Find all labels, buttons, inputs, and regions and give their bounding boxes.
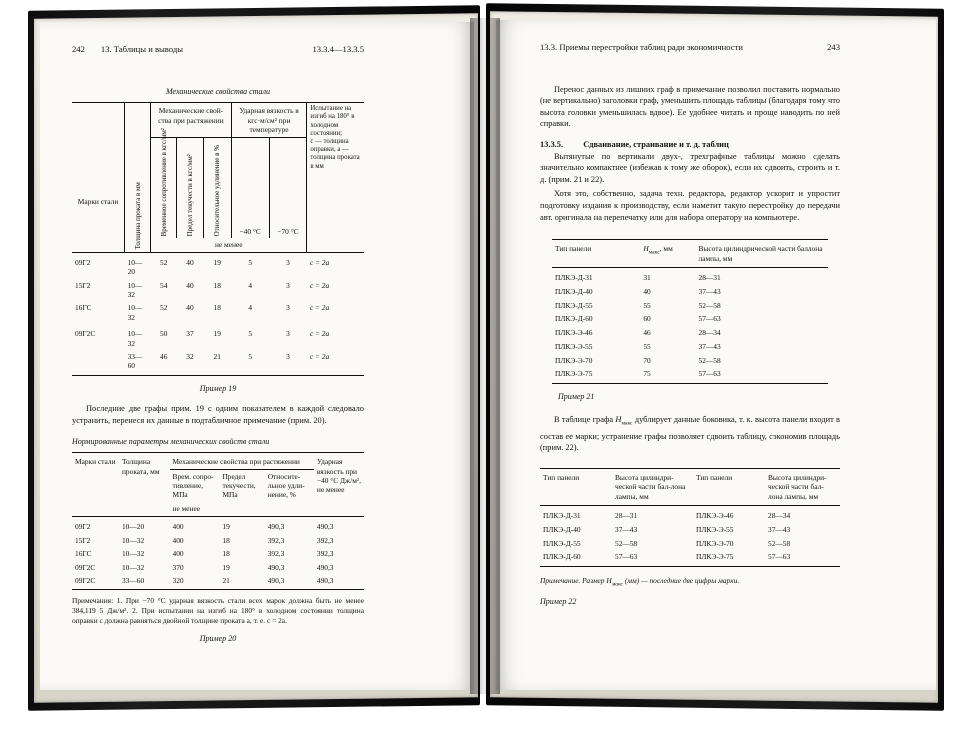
- t2-head-impact: Ударная вязкость при −40 °С Дж/м², не менее: [316, 457, 361, 495]
- t1-not-less-than: не менее: [214, 240, 243, 250]
- table1-caption: Механические свойства стали: [165, 86, 271, 96]
- t3-head-bulb-height: Высота цилиндрической части баллона лампы, мм: [698, 244, 823, 263]
- t2-col-yield: Предел текучести, МПа: [222, 471, 256, 500]
- folio-right: 243: [827, 42, 840, 52]
- t2-head-thickness: Толщина проката, мм: [121, 457, 160, 476]
- right-paragraph-1: Перенос данных из лишних граф в примечание позволил поставить нормально (не вертикально) заголовки граф, уменьшить площадь таблицы (благодаря тому что высота головки уменьшилась вдвое). Ее удобнее читать и проще наводить по ней справки.: [540, 84, 840, 129]
- left-paragraph-1: Последние две графы прим. 19 с одним показателем в каждой следовало устранить, перенеся их данные в подтабличное примечание (прим. 20).: [72, 404, 364, 426]
- section-heading-text: Сдваивание, страивание и т. д. таблиц: [583, 139, 729, 149]
- table-row: ПЛКЭ-Э-75 75 57—63: [552, 367, 828, 383]
- t2-not-less-than: не менее: [172, 503, 201, 513]
- folio-left: 242: [72, 44, 85, 54]
- t4-head-panel-type-2: Тип панели: [696, 472, 733, 482]
- right-page-text-column: [540, 42, 840, 608]
- table-row: ПЛКЭ-Э-55 55 37—43: [555, 341, 721, 351]
- t1-col-tensile-strength: Временное сопротивление в кгс/мм²: [159, 128, 168, 237]
- section-heading-number: 13.3.5.: [540, 139, 564, 149]
- t1-col-minus70: −70 °С: [277, 227, 299, 236]
- table-row: ПЛКЭ-Д-60 57—63 ПЛКЭ-Э-75 57—63: [540, 550, 840, 566]
- table1-example-label: Пример 19: [199, 383, 237, 393]
- table-row: 09Г2С 10—32 50 37 19 5 3 с = 2а: [75, 329, 330, 348]
- table-row: 09Г2С 10—32 370 19 490,3 490,3: [75, 562, 334, 572]
- table-row: ПЛКЭ-Д-55 52—58 ПЛКЭ-Э-70 52—58: [543, 538, 791, 548]
- table-row: ПЛКЭ-Д-60 60 57—63: [555, 314, 721, 324]
- table-row: 16ГС 10—32 400 18 392,3 392,3: [75, 549, 334, 559]
- t3-head-panel-type: Тип панели: [555, 244, 592, 254]
- table-row: 09Г2 10—20 52 40 19 5 3 с = 2а: [75, 257, 330, 277]
- t1-group-bend: Испытание на изгиб на 180° в холодном состоянии;: [310, 105, 355, 137]
- table-panel-heights: [552, 239, 828, 384]
- table-panel-heights-doubled: [540, 468, 840, 567]
- right-paragraph-2: Вытянутые по вертикали двух-, трехграфные таблицы можно сделать значительно компактнее (избежав к тому же оборок), если их сдвоить, строить и т. д. (прим. 21 и 22).: [540, 151, 840, 184]
- table2-example-label: Пример 20: [199, 634, 237, 644]
- t4-head-bulb-height-1: Высота цилиндри-ческой части бал-лона лампы, мм: [615, 472, 686, 501]
- table-mechanical-properties: [72, 102, 364, 376]
- t1-col-yield: Предел текучести в кгс/мм²: [185, 154, 194, 237]
- right-paragraph-3: Хотя это, собственно, задача техн. редактора, редактор ускорит и упростит подготовку издания к производству, если наметит такую перестройку до передачи авт. оригинала на перепечатку или для набора оператору на компьютере.: [540, 189, 840, 222]
- table-row: 09Г2 10—20 400 19 490,3 490,3: [75, 522, 334, 532]
- book-gutter-shadow: [470, 18, 500, 694]
- table2-footnote: Примечания: 1. При −70 °С ударная вязкость стали всех марок должна быть не менее 384,119 5 Дж/м². 2. При испытании на изгиб на 180° в холодном состоянии толщина оправки с должна равняться двойной толщине проката а, т. е. с = 2а.: [72, 596, 364, 626]
- running-head-title-right: 13.3. Приемы перестройки таблиц ради экономичности: [540, 42, 743, 52]
- table-row: ПЛКЭ-Д-40 37—43 ПЛКЭ-Э-55 37—43: [543, 524, 791, 534]
- left-page-text-column: [72, 44, 364, 645]
- t4-head-panel-type-1: Тип панели: [543, 472, 580, 482]
- running-head-left: [72, 44, 364, 56]
- t4-head-bulb-height-2: Высота цилиндри-ческой части бал-лона лампы, мм: [768, 472, 827, 501]
- table-row: ПЛКЭ-Д-31 28—31 ПЛКЭ-Э-46 28—34: [543, 511, 791, 521]
- table2-caption: Нормированные параметры механических свойств стали: [72, 436, 270, 446]
- table-row: ПЛКЭ-Д-31 31 28—31: [555, 272, 721, 282]
- t1-col-minus40: −40 °С: [239, 227, 261, 236]
- table4-example-label: Пример 22: [540, 597, 577, 607]
- table-row: ПЛКЭ-Д-40 40 37—43: [555, 286, 721, 296]
- section-heading: [540, 139, 840, 151]
- t1-head-marki: Марки стали: [77, 196, 119, 206]
- t2-col-elongation: Относите-льное удли-нение, %: [267, 471, 305, 500]
- right-paragraph-4: В таблице графа $H_{макс}$ дублирует данные боковика, т. к. высота панели входит в состав ее марки; устранение графы позволяет сдвоить таблицу, сэкономив площадь (прим. 22).: [540, 415, 840, 453]
- table-row: 15Г2 10—32 54 40 18 4 3 с = 2а: [75, 280, 330, 300]
- t1-group-impact: Ударная вязкость в кгс·м/см² при температуре: [239, 106, 299, 134]
- t1-head-thickness: Толщина проката в мм: [133, 182, 142, 250]
- table-row: 33—60 46 32 21 5 3 с = 2а: [72, 350, 364, 375]
- t2-group-tensile: Механические свойства при растяжении: [172, 457, 300, 467]
- t2-col-tensile-strength: Врем. сопро-тивление, МПа: [172, 471, 214, 500]
- table-row: ПЛКЭ-Э-46 46 28—34: [555, 328, 721, 338]
- t1-group-bend-note: с — толщина оправки, а — толщина проката в мм: [310, 138, 360, 170]
- table-row: 16ГС 10—32 52 40 18 4 3 с = 2а: [75, 303, 330, 322]
- table-row: 09Г2С 33—60 320 21 490,3 490,3: [72, 574, 364, 590]
- t3-head-hmax: $H_{макс}$, мм: [643, 244, 673, 256]
- table4-footnote: Примечание. Размер $H_{макс}$ (мм) — последние две цифры марки.: [540, 575, 740, 588]
- section-ref-left: 13.3.4—13.3.5: [312, 44, 364, 54]
- table-row: ПЛКЭ-Э-70 70 52—58: [555, 355, 721, 365]
- table-row: 15Г2 10—32 400 18 392,3 392,3: [75, 535, 334, 545]
- t2-head-marki: Марки стали: [75, 457, 116, 467]
- table-normalized-parameters: [72, 452, 364, 590]
- table-row: ПЛКЭ-Д-55 55 52—58: [555, 300, 721, 310]
- t1-col-elongation: Относительное удлинение в %: [213, 145, 221, 237]
- t1-group-tensile: Механические свой-ства при растяжении: [158, 106, 224, 125]
- table3-example-label: Пример 21: [558, 391, 595, 401]
- running-head-right: [540, 42, 840, 54]
- running-head-title-left: 13. Таблицы и выводы: [100, 44, 183, 54]
